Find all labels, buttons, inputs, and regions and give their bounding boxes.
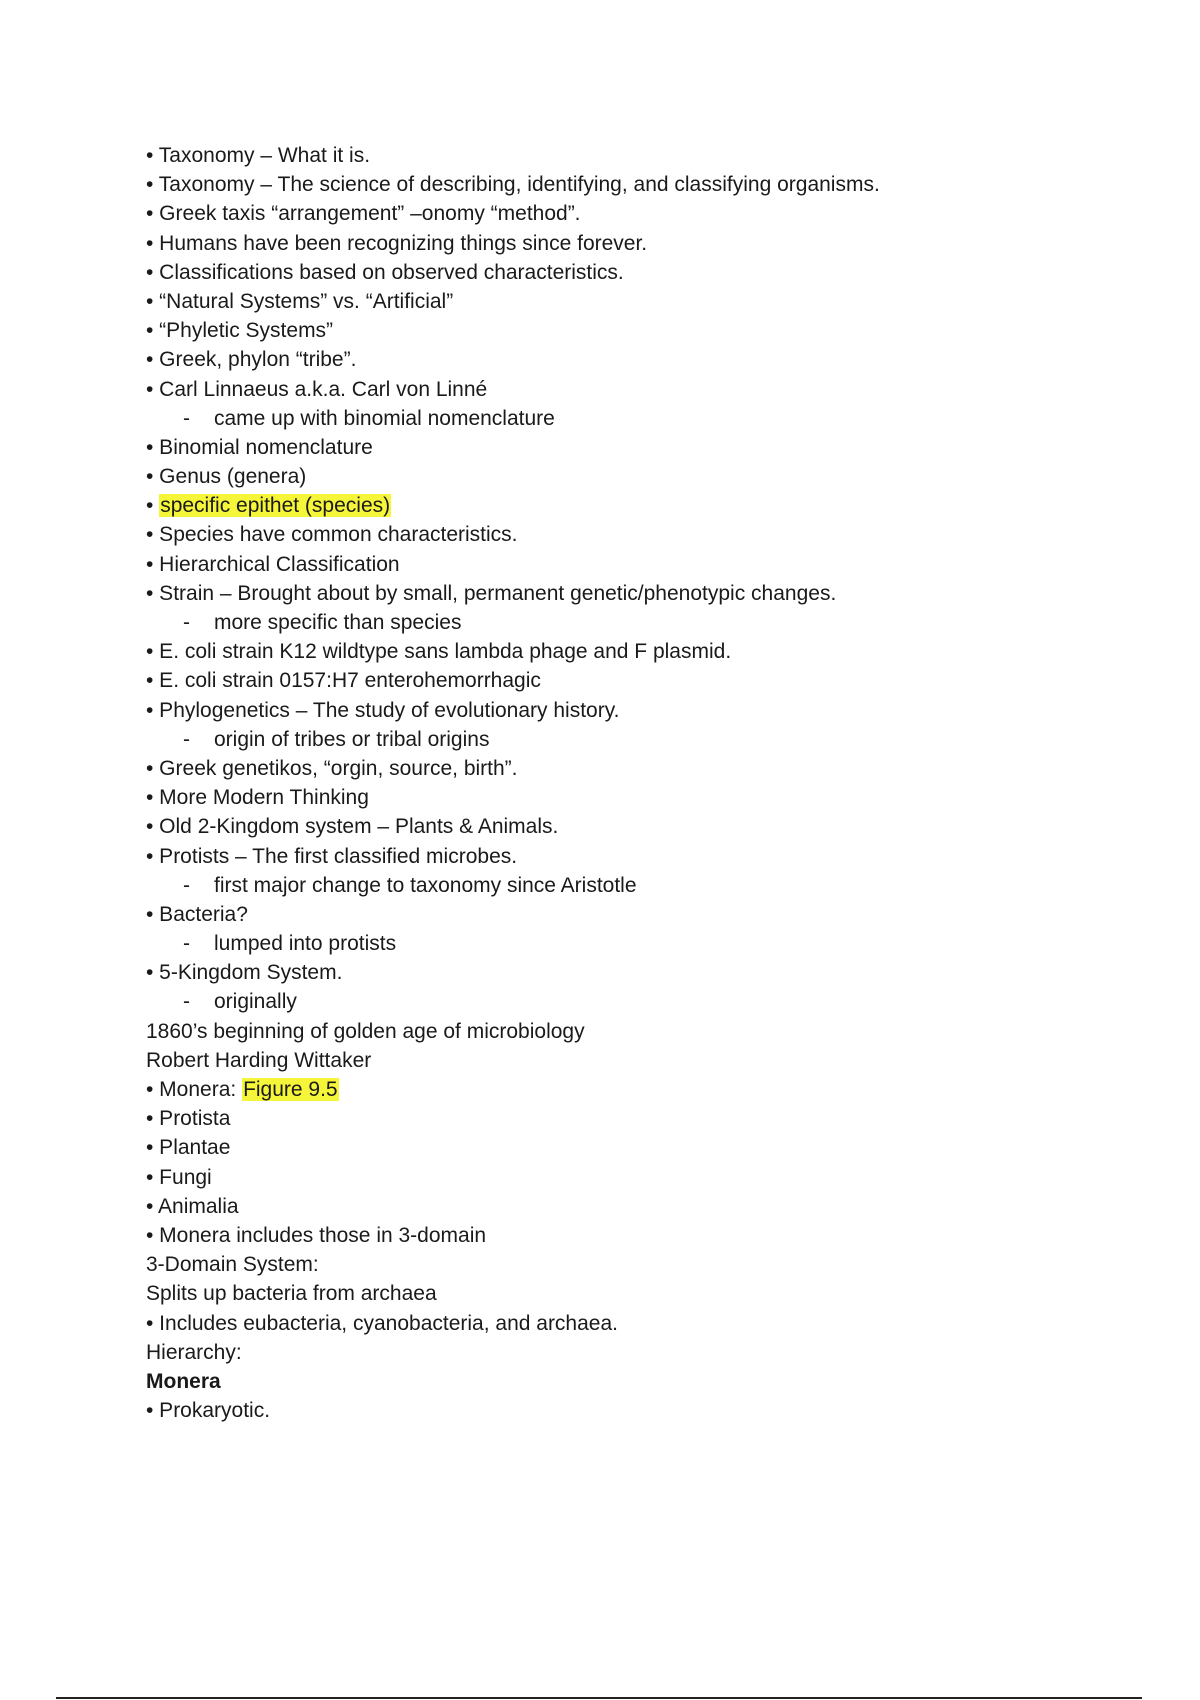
dash-marker: - <box>183 727 190 751</box>
line-text: • “Natural Systems” vs. “Artificial” <box>146 289 454 313</box>
line-text: • Greek taxis “arrangement” –onomy “method”. <box>146 202 581 226</box>
text-line <box>146 1279 1146 1308</box>
notes-page <box>146 141 1146 1425</box>
line-text: lumped into protists <box>214 932 397 956</box>
bullet-item <box>146 1075 1146 1104</box>
line-text: • Phylogenetics – The study of evolutionary history. <box>146 698 620 722</box>
bullet-item <box>146 287 1146 316</box>
bullet-item <box>146 1104 1146 1133</box>
bullet-item <box>146 783 1146 812</box>
line-text: • Taxonomy – The science of describing, identifying, and classifying organisms. <box>146 173 880 197</box>
text-line <box>146 1250 1146 1279</box>
line-text: • Old 2-Kingdom system – Plants & Animals. <box>146 815 559 839</box>
bullet-item <box>146 812 1146 841</box>
bullet-item <box>146 1396 1146 1425</box>
line-text: • Species have common characteristics. <box>146 523 518 547</box>
line-text: • Includes eubacteria, cyanobacteria, and archaea. <box>146 1311 618 1335</box>
highlighted-text: specific epithet (species) <box>160 494 391 518</box>
bullet-item <box>146 141 1146 170</box>
line-text: • Humans have been recognizing things since forever. <box>146 231 648 255</box>
line-text: Robert Harding Wittaker <box>146 1048 372 1072</box>
bullet-item <box>146 1163 1146 1192</box>
bullet-item <box>146 520 1146 549</box>
line-text: • Genus (genera) <box>146 465 307 489</box>
bullet-item <box>146 579 1146 608</box>
section-heading <box>146 1367 1146 1396</box>
line-text: • Taxonomy – What it is. <box>146 144 371 167</box>
line-text: • Greek, phylon “tribe”. <box>146 348 357 372</box>
text-line <box>146 1017 1146 1046</box>
line-text: • E. coli strain K12 wildtype sans lambda phage and F plasmid. <box>146 640 732 664</box>
bullet-item <box>146 258 1146 287</box>
line-text: Splits up bacteria from archaea <box>146 1282 437 1306</box>
line-text: • Strain – Brought about by small, permanent genetic/phenotypic changes. <box>146 581 837 605</box>
sub-list-item <box>146 725 1146 754</box>
bullet-item <box>146 900 1146 929</box>
line-text: • Protista <box>146 1107 231 1131</box>
line-text: • Plantae <box>146 1136 231 1160</box>
bullet-item <box>146 433 1146 462</box>
bullet-item <box>146 1192 1146 1221</box>
bullet-item <box>146 462 1146 491</box>
line-text: 1860’s beginning of golden age of microbiology <box>146 1019 585 1043</box>
line-text: • Hierarchical Classification <box>146 552 400 576</box>
bullet-item <box>146 316 1146 345</box>
bullet-item <box>146 199 1146 228</box>
footer-divider <box>56 1697 1142 1699</box>
highlighted-text: Figure 9.5 <box>243 1078 338 1101</box>
line-text: Hierarchy: <box>146 1340 242 1364</box>
bullet-item <box>146 1309 1146 1338</box>
line-text: Monera <box>146 1369 221 1393</box>
line-text: • Binomial nomenclature <box>146 435 373 459</box>
sub-list-item <box>146 987 1146 1016</box>
line-text: • Monera includes those in 3-domain <box>146 1223 487 1247</box>
line-text: originally <box>214 990 297 1014</box>
bullet-item <box>146 550 1146 579</box>
line-text: • Protists – The first classified microbes. <box>146 844 518 868</box>
sub-list-item <box>146 608 1146 637</box>
line-text: • Animalia <box>146 1194 239 1218</box>
bullet-item <box>146 666 1146 695</box>
line-text: 3-Domain System: <box>146 1253 319 1277</box>
line-text: • Carl Linnaeus a.k.a. Carl von Linné <box>146 377 488 401</box>
line-text: • Prokaryotic. <box>146 1399 271 1423</box>
sub-list-item <box>146 929 1146 958</box>
line-text: • E. coli strain 0157:H7 enterohemorrhagic <box>146 669 541 693</box>
bullet-item <box>146 1133 1146 1162</box>
bullet-item <box>146 1221 1146 1250</box>
bullet-item <box>146 375 1146 404</box>
line-text: • Classifications based on observed characteristics. <box>146 260 624 284</box>
dash-marker: - <box>183 990 190 1014</box>
sub-list-item <box>146 871 1146 900</box>
line-text: • <box>146 494 160 518</box>
bullet-item <box>146 754 1146 783</box>
bullet-item <box>146 696 1146 725</box>
dash-marker: - <box>183 873 190 897</box>
line-text: • Monera: <box>146 1078 243 1101</box>
bullet-item <box>146 345 1146 374</box>
line-text: • “Phyletic Systems” <box>146 319 334 343</box>
line-text: came up with binomial nomenclature <box>214 406 555 430</box>
bullet-item <box>146 958 1146 987</box>
line-text: • Fungi <box>146 1165 212 1189</box>
line-text: • Greek genetikos, “orgin, source, birth”. <box>146 756 518 780</box>
bullet-item <box>146 170 1146 199</box>
bullet-item <box>146 491 1146 520</box>
line-text: • More Modern Thinking <box>146 786 369 810</box>
bullet-item <box>146 229 1146 258</box>
text-line <box>146 1046 1146 1075</box>
dash-marker: - <box>183 611 190 634</box>
dash-marker: - <box>183 406 190 430</box>
line-text: origin of tribes or tribal origins <box>214 727 490 751</box>
text-line <box>146 1338 1146 1367</box>
bullet-item <box>146 842 1146 871</box>
dash-marker: - <box>183 932 190 956</box>
line-text: more specific than species <box>214 611 462 634</box>
line-text: • 5-Kingdom System. <box>146 961 343 985</box>
line-text: • Bacteria? <box>146 902 248 926</box>
sub-list-item <box>146 404 1146 433</box>
line-text: first major change to taxonomy since Aristotle <box>214 873 637 897</box>
bullet-item <box>146 637 1146 666</box>
